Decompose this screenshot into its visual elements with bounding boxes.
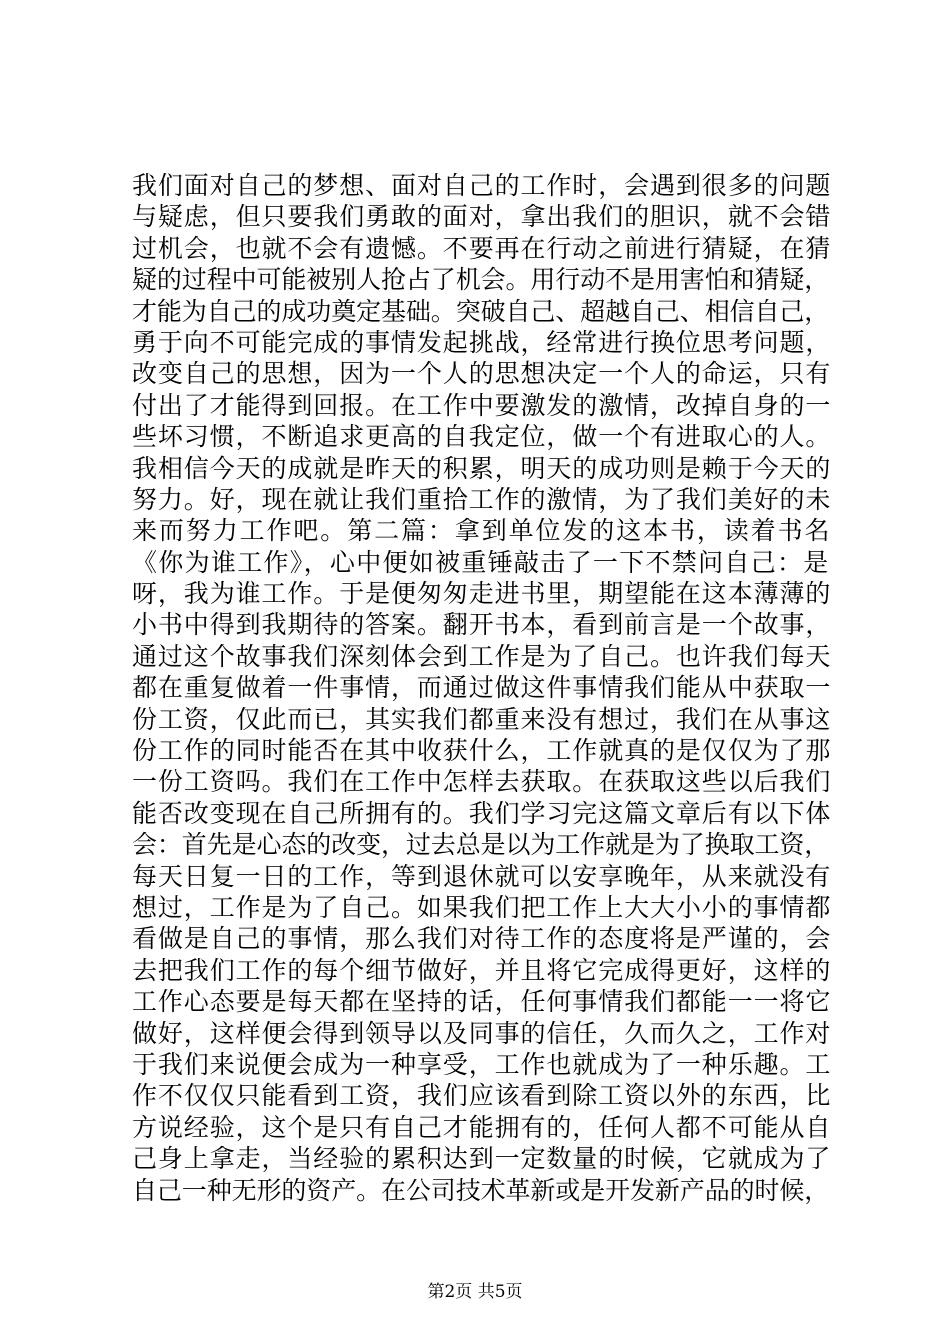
text-line: 改变自己的思想，因为一个人的思想决定一个人的命运，只有 xyxy=(132,359,832,389)
text-line: 每天日复一日的工作，等到退休就可以安享晚年，从来就没有 xyxy=(132,861,832,891)
text-line: 自己一种无形的资产。在公司技术革新或是开发新产品的时候， xyxy=(132,1175,830,1205)
text-line: 来而努力工作吧。第二篇：拿到单位发的这本书，读着书名 xyxy=(132,516,832,546)
text-line: 都在重复做着一件事情，而通过做这件事情我们能从中获取一 xyxy=(132,673,832,703)
text-line: 我相信今天的成就是昨天的积累，明天的成功则是赖于今天的 xyxy=(132,453,832,483)
text-line: 工作心态要是每天都在坚持的话，任何事情我们都能一一将它 xyxy=(132,987,832,1017)
text-line: 方说经验，这个是只有自己才能拥有的，任何人都不可能从自 xyxy=(132,1112,832,1142)
text-line: 呀，我为谁工作。于是便匆匆走进书里，期望能在这本薄薄的 xyxy=(132,579,832,609)
text-line: 些坏习惯，不断追求更高的自我定位，做一个有进取心的人。 xyxy=(132,422,832,452)
body-text xyxy=(132,170,832,1206)
text-line: 勇于向不可能完成的事情发起挑战，经常进行换位思考问题， xyxy=(132,327,832,357)
text-line: 与疑虑，但只要我们勇敢的面对，拿出我们的胆识，就不会错 xyxy=(132,202,832,232)
text-line: 付出了才能得到回报。在工作中要激发的激情，改掉自身的一 xyxy=(132,390,832,420)
text-line: 想过，工作是为了自己。如果我们把工作上大大小小的事情都 xyxy=(132,892,832,922)
text-line: 去把我们工作的每个细节做好，并且将它完成得更好，这样的 xyxy=(132,955,832,985)
text-line: 作不仅仅只能看到工资，我们应该看到除工资以外的东西，比 xyxy=(132,1081,832,1111)
text-line: 过机会，也就不会有遗憾。不要再在行动之前进行猜疑，在猜 xyxy=(132,233,832,263)
text-line: 才能为自己的成功奠定基础。突破自己、超越自己、相信自己， xyxy=(132,296,830,326)
text-line: 小书中得到我期待的答案。翻开书本，看到前言是一个故事， xyxy=(132,610,832,640)
text-line: 做好，这样便会得到领导以及同事的信任，久而久之，工作对 xyxy=(132,1018,832,1048)
text-line: 努力。好，现在就让我们重拾工作的激情，为了我们美好的未 xyxy=(132,484,832,514)
text-line: 己身上拿走，当经验的累积达到一定数量的时候，它就成为了 xyxy=(132,1144,832,1174)
text-line: 份工作的同时能否在其中收获什么，工作就真的是仅仅为了那 xyxy=(132,736,832,766)
text-line: 能否改变现在自己所拥有的。我们学习完这篇文章后有以下体 xyxy=(132,798,832,828)
text-line: 《你为谁工作》，心中便如被重锤敲击了一下不禁问自己：是 xyxy=(132,547,830,577)
text-line: 于我们来说便会成为一种享受，工作也就成为了一种乐趣。工 xyxy=(132,1049,832,1079)
page-indicator: 第2页 共5页 xyxy=(427,1282,523,1302)
text-line: 会：首先是心态的改变，过去总是以为工作就是为了换取工资， xyxy=(132,830,830,860)
text-line: 份工资，仅此而已，其实我们都重来没有想过，我们在从事这 xyxy=(132,704,832,734)
text-line: 看做是自己的事情，那么我们对待工作的态度将是严谨的，会 xyxy=(132,924,832,954)
text-line: 一份工资吗。我们在工作中怎样去获取。在获取这些以后我们 xyxy=(132,767,832,797)
text-line: 通过这个故事我们深刻体会到工作是为了自己。也许我们每天 xyxy=(132,641,832,671)
text-line: 我们面对自己的梦想、面对自己的工作时，会遇到很多的问题 xyxy=(132,171,832,200)
text-line: 疑的过程中可能被别人抢占了机会。用行动不是用害怕和猜疑， xyxy=(132,265,830,295)
